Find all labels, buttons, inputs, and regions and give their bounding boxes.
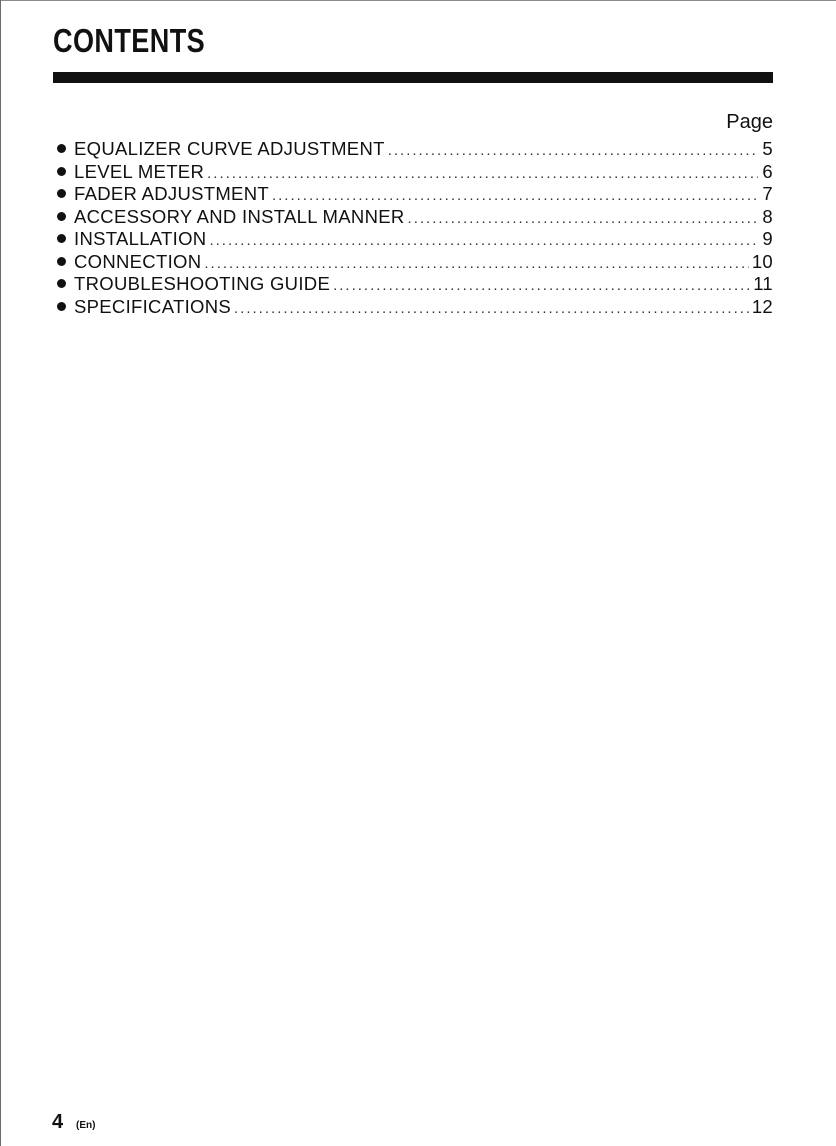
dot-leader — [272, 185, 758, 208]
bullet-icon — [57, 234, 66, 243]
dot-leader — [408, 208, 758, 231]
toc-entry-label: EQUALIZER CURVE ADJUSTMENT — [74, 138, 385, 159]
toc-entry-label: CONNECTION — [74, 250, 202, 272]
toc-entry-level-meter[interactable] — [57, 161, 773, 184]
toc-entry-page: 12 — [751, 295, 773, 317]
dot-leader — [388, 140, 758, 163]
page-title: CONTENTS — [53, 22, 206, 59]
toc-entry-page: 8 — [762, 205, 773, 227]
toc-entry-troubleshooting-guide[interactable] — [57, 273, 773, 296]
toc-entry-page: 5 — [762, 138, 773, 159]
title-underline-bar — [53, 72, 773, 83]
toc-entry-specifications[interactable] — [57, 296, 773, 319]
bullet-icon — [57, 279, 66, 288]
toc-entry-label: TROUBLESHOOTING GUIDE — [74, 273, 331, 294]
toc-entry-label: FADER ADJUSTMENT — [74, 183, 269, 204]
dot-leader — [209, 230, 758, 253]
toc-entry-page: 7 — [762, 183, 773, 204]
toc-entry-page: 9 — [762, 228, 773, 249]
toc-entry-fader-adjustment[interactable] — [57, 183, 773, 206]
toc-entry-page: 10 — [751, 250, 773, 272]
toc-entry-installation[interactable] — [57, 228, 773, 251]
toc-entry-label: ACCESSORY AND INSTALL MANNER — [74, 205, 405, 227]
footer-page-number: 4 — [52, 1111, 64, 1133]
toc-entry-page: 6 — [762, 160, 773, 182]
table-of-contents — [57, 138, 773, 318]
bullet-icon — [57, 212, 66, 221]
toc-entry-label: SPECIFICATIONS — [74, 295, 232, 317]
toc-entry-equalizer-curve-adjustment[interactable] — [57, 138, 773, 161]
bullet-icon — [57, 302, 66, 311]
bullet-icon — [57, 144, 66, 153]
dot-leader — [333, 275, 750, 298]
toc-entry-page: 11 — [753, 273, 773, 294]
dot-leader — [204, 253, 748, 276]
bullet-icon — [57, 189, 66, 198]
toc-entry-label: INSTALLATION — [74, 228, 207, 249]
toc-entry-accessory-and-install-manner[interactable] — [57, 206, 773, 229]
toc-entry-label: LEVEL METER — [74, 160, 205, 182]
page-column-header: Page — [726, 111, 773, 133]
footer-language-tag: (En) — [76, 1120, 96, 1131]
top-edge-line — [0, 0, 836, 1]
dot-leader — [207, 163, 758, 186]
left-edge-line — [0, 0, 1, 1146]
bullet-icon — [57, 257, 66, 266]
dot-leader — [234, 298, 749, 321]
toc-entry-connection[interactable] — [57, 251, 773, 274]
bullet-icon — [57, 167, 66, 176]
